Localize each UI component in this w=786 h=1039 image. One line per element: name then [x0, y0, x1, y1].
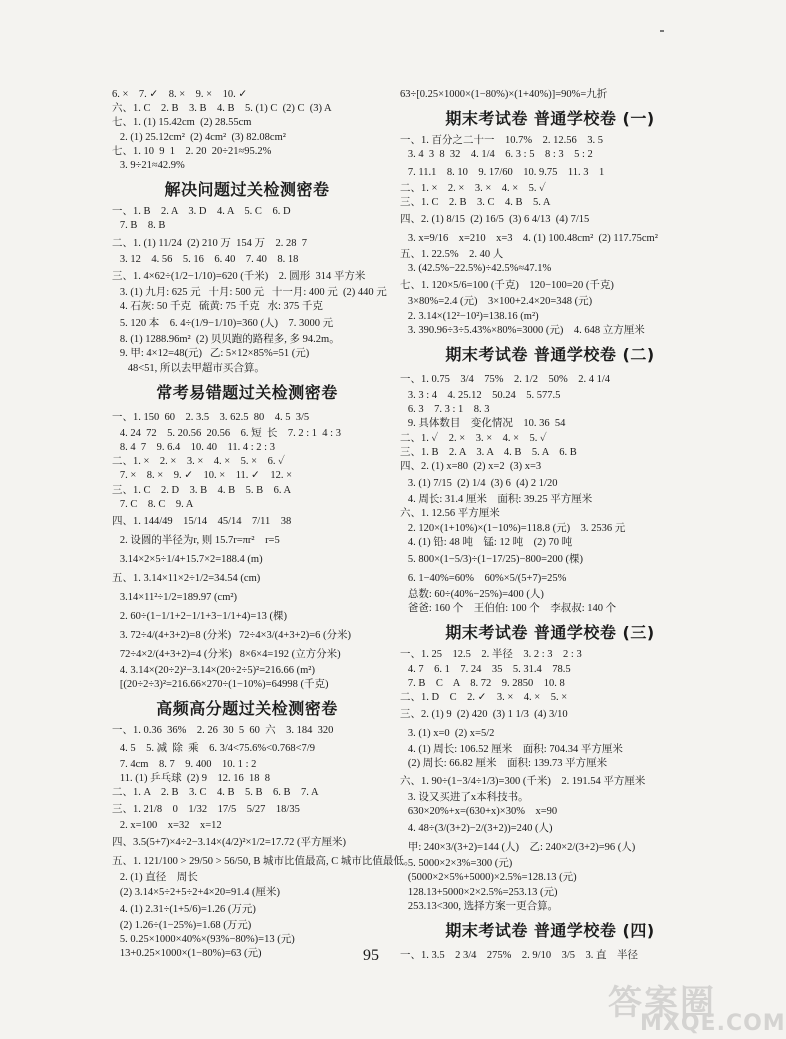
answer-line: 253.13<300, 选择方案一更合算。	[400, 900, 559, 912]
answer-line: (2) 3.14×5÷2+5÷2+4×20=91.4 (厘米)	[112, 886, 280, 898]
watermark-logo	[600, 975, 786, 1039]
answer-line: 4. 24 72 5. 20.56 20.56 6. 短 长 7. 2 : 1 4 : 3	[112, 427, 341, 439]
answer-line: 三、1. 4×62÷(1/2−1/10)=620 (千米) 2. 圆形 314 平方米	[112, 270, 366, 282]
answer-line: 一、1. B 2. A 3. D 4. A 5. C 6. D	[112, 206, 291, 218]
right-column	[400, 88, 700, 965]
answer-line: 一、1. 0.36 36% 2. 26 30 5 60 六 3. 184 320	[112, 725, 334, 737]
answer-line: 7. 4cm 8. 7 9. 400 10. 1 : 2	[112, 758, 257, 770]
answer-line: 2. 60÷(1−1/1+2−1/1+3−1/1+4)=13 (棵)	[112, 611, 287, 623]
answer-line: 2. 设圆的半径为r, 则 15.7r=πr² r=5	[112, 535, 280, 547]
answer-line: 一、1. 0.75 3/4 75% 2. 1/2 50% 2. 4 1/4	[400, 374, 610, 386]
answer-line: 四、2. (1) x=80 (2) x=2 (3) x=3	[400, 461, 542, 473]
answer-line: 一、1. 25 12.5 2. 半径 3. 2 : 3 2 : 3	[400, 649, 582, 661]
answer-line: 4. (1) 2.31÷(1+5/6)=1.26 (万元)	[112, 903, 256, 915]
answer-line: 13+0.25×1000×(1−80%)=63 (元)	[112, 948, 262, 960]
answer-line: 七、1. (1) 15.42cm (2) 28.55cm	[112, 117, 252, 129]
answer-line: 五、1. 22.5% 2. 40 人	[400, 249, 504, 261]
answer-line: 630×20%+x=(630+x)×30% x=90	[400, 805, 558, 817]
answer-line: 3. 72÷4/(4+3+2)=8 (分米) 72÷4×3/(4+3+2)=6 (分米)	[112, 630, 352, 642]
section-heading: 期末考试卷 普通学校卷 (四)	[445, 920, 655, 940]
answer-line: 6. 1−40%=60% 60%×5/(5+7)=25%	[400, 573, 567, 585]
answer-line: 一、1. 百分之二十一 10.7% 2. 12.56 3. 5	[400, 135, 603, 147]
answer-line: 8. (1) 1288.96m² (2) 贝贝跑的路程多, 多 94.2m。	[112, 334, 340, 346]
answer-line: 二、1. (1) 11/24 (2) 210 万 154 万 2. 28 7	[112, 237, 308, 249]
answer-line: 7. C 8. C 9. A	[112, 498, 194, 510]
answer-line: 3. 设又买进了x本科技书。	[400, 791, 529, 803]
answer-line: 二、1. × 2. × 3. × 4. × 5. ✓	[400, 182, 546, 194]
answer-line: 7. B C A 8. 72 9. 2850 10. 8	[400, 677, 565, 689]
answer-line: 7. B 8. B	[112, 220, 166, 232]
answer-line: 3×80%=2.4 (元) 3×100+2.4×20=348 (元)	[400, 296, 593, 308]
answer-line: 3. (1) 九月: 625 元 十月: 500 元 十一月: 400 元 (2) 440 元	[112, 286, 387, 298]
section-heading: 解决问题过关检测密卷	[164, 180, 330, 200]
answer-line: 11. (1) 乒乓球 (2) 9 12. 16 18 8	[112, 772, 270, 784]
answer-line: 五、1. 121/100 > 29/50 > 56/50, B 城市比值最高, C 城市比值最低。	[112, 856, 415, 868]
answer-line: 3.14×11²÷1/2=189.97 (cm²)	[112, 592, 238, 604]
answer-line: 三、1. 21/8 0 1/32 17/5 5/27 18/35	[112, 804, 300, 816]
answer-line: 四、2. (1) 8/15 (2) 16/5 (3) 6 4/13 (4) 7/15	[400, 214, 590, 226]
answer-line: 4. (1) 周长: 106.52 厘米 面积: 704.34 平方厘米	[400, 744, 623, 756]
answer-line: 9. 具体数目 变化情况 10. 36 54	[400, 418, 566, 430]
answer-line: 4. 7 6. 1 7. 24 35 5. 31.4 78.5	[400, 663, 571, 675]
answer-line: 63÷[0.25×1000×(1−80%)×(1+40%)]=90%=九折	[400, 89, 608, 100]
answer-line: 三、1. C 2. D 3. B 4. B 5. B 6. A	[112, 484, 292, 496]
answer-line: 128.13+5000×2×2.5%=253.13 (元)	[400, 886, 558, 898]
watermark-bottom-text: MXQE.COM	[640, 1011, 786, 1036]
answer-line: 4. 石灰: 50 千克 硫黄: 75 千克 水: 375 千克	[112, 301, 323, 313]
page-number: 95	[363, 947, 379, 964]
answer-line: 甲: 240×3/(3+2)=144 (人) 乙: 240×2/(3+2)=96 (人)	[400, 842, 636, 854]
answer-line: (5000×2×5%+5000)×2.5%=128.13 (元)	[400, 872, 577, 884]
answer-line: 7. 11.1 8. 10 9. 17/60 10. 9.75 11. 3 1	[400, 166, 605, 178]
answer-line: 4. (1) 铅: 48 吨 锰: 12 吨 (2) 70 吨	[400, 536, 573, 548]
answer-line: 4. 周长: 31.4 厘米 面积: 39.25 平方厘米	[400, 494, 593, 506]
answer-line: 3. 12 4. 56 5. 16 6. 40 7. 40 8. 18	[112, 253, 299, 265]
answer-line: [(20÷2÷3)²=216.66×270÷(1−10%)=64998 (千克)	[112, 679, 329, 691]
answer-line: 3. (42.5%−22.5%)÷42.5%≈47.1%	[400, 263, 552, 275]
answer-line: 2. x=100 x=32 x=12	[112, 820, 222, 832]
answer-line: 3. 9÷21≈42.9%	[112, 160, 185, 172]
answer-line: 爸爸: 160 个 王伯伯: 100 个 李叔叔: 140 个	[400, 603, 617, 615]
answer-line: 3. (1) 7/15 (2) 1/4 (3) 6 (4) 2 1/20	[400, 478, 558, 490]
answer-line: 七、1. 120×5/6=100 (千克) 120−100=20 (千克)	[400, 280, 614, 292]
answer-line: 三、2. (1) 9 (2) 420 (3) 1 1/3 (4) 3/10	[400, 709, 568, 721]
watermark-top-text: 答案圈	[608, 983, 716, 1023]
answer-line: 4. 3.14×(20÷2)²−3.14×(20÷2÷5)²=216.66 (m²)	[112, 665, 315, 677]
answer-line: 5. 800×(1−5/3)÷(1−17/25)−800=200 (棵)	[400, 554, 583, 566]
answer-line: 七、1. 10 9 1 2. 20 20÷21≈95.2%	[112, 145, 272, 157]
answer-line: 六、1. 90÷(1−3/4÷1/3)=300 (千米) 2. 191.54 平方厘米	[400, 775, 646, 787]
answer-line: 2. 120×(1+10%)×(1−10%)=118.8 (元) 3. 2536 元	[400, 522, 626, 534]
answer-line: 5. 120 本 6. 4÷(1/9−1/10)=360 (人) 7. 3000 元	[112, 318, 334, 330]
section-heading: 期末考试卷 普通学校卷 (三)	[445, 623, 655, 643]
answer-line: (2) 1.26÷(1−25%)=1.68 (万元)	[112, 919, 252, 931]
answer-line: (2) 周长: 66.82 厘米 面积: 139.73 平方厘米	[400, 758, 608, 770]
section-heading: 期末考试卷 普通学校卷 (一)	[445, 109, 655, 129]
section-heading: 高频高分题过关检测密卷	[156, 699, 338, 719]
answer-line: 7. × 8. × 9. ✓ 10. × 11. ✓ 12. ×	[112, 470, 293, 482]
answer-line: 6. × 7. ✓ 8. × 9. × 10. ✓	[112, 89, 248, 100]
answer-line: 9. 甲: 4×12=48(元) 乙: 5×12×85%=51 (元)	[112, 348, 310, 360]
answer-line: 总数: 60÷(40%−25%)=400 (人)	[400, 589, 544, 601]
answer-line: 4. 5 5. 减 除 乘 6. 3/4<75.6%<0.768<7/9	[112, 742, 315, 754]
answer-line: 二、1. × 2. × 3. × 4. × 5. × 6. ✓	[112, 456, 285, 468]
answer-line: 六、1. C 2. B 3. B 4. B 5. (1) C (2) C (3) A	[112, 103, 332, 115]
answer-line: 三、1. C 2. B 3. C 4. B 5. A	[400, 196, 551, 208]
answer-line: 3.14×2×5÷1/4+15.7×2=188.4 (m)	[112, 554, 263, 566]
answer-line: 六、1. 12.56 平方厘米	[400, 508, 500, 520]
answer-line: 4. 48÷(3/(3+2)−2/(3+2))=240 (人)	[400, 823, 553, 835]
left-column	[112, 88, 415, 962]
answer-line: 二、1. ✓ 2. × 3. × 4. × 5. ✓	[400, 432, 547, 444]
answer-line: 2. 3.14×(12²−10²)=138.16 (m²)	[400, 310, 539, 322]
answer-line: 3. 390.96÷3÷5.43%×80%=3000 (元) 4. 648 立方厘米	[400, 324, 645, 336]
answer-line: 一、1. 3.5 2 3/4 275% 2. 9/10 3/5 3. 直 半径	[400, 949, 638, 961]
answer-line: 5. 5000×2×3%=300 (元)	[400, 858, 513, 870]
answer-line: 三、1. B 2. A 3. A 4. B 5. A 6. B	[400, 446, 577, 458]
answer-line: 3. x=9/16 x=210 x=3 4. (1) 100.48cm² (2) 117.75cm²	[400, 233, 658, 245]
answer-line: 五、1. 3.14×11×2÷1/2=34.54 (cm)	[112, 573, 261, 585]
answer-line: 3. 4 3 8 32 4. 1/4 6. 3 : 5 8 : 3 5 : 2	[400, 149, 593, 161]
answer-line: 二、1. D C 2. ✓ 3. × 4. × 5. ×	[400, 692, 568, 704]
section-heading: 常考易错题过关检测密卷	[156, 382, 338, 402]
answer-line: 四、1. 144/49 15/14 45/14 7/11 38	[112, 516, 292, 528]
answer-line: 72÷4×2/(4+3+2)=4 (分米) 8×6×4=192 (立方分米)	[112, 649, 341, 661]
answer-line: 3. (1) x=0 (2) x=5/2	[400, 728, 495, 740]
answer-line: 48<51, 所以去甲超市买合算。	[112, 362, 265, 374]
answer-line: 8. 4 7 9. 6.4 10. 40 11. 4 : 2 : 3	[112, 442, 275, 454]
answer-line: 二、1. A 2. B 3. C 4. B 5. B 6. B 7. A	[112, 787, 319, 799]
answer-line: 四、3.5(5+7)×4÷2−3.14×(4/2)²×1/2=17.72 (平方厘米)	[112, 837, 347, 849]
answer-line: 2. (1) 25.12cm² (2) 4cm² (3) 82.08cm²	[112, 131, 286, 143]
section-heading: 期末考试卷 普通学校卷 (二)	[445, 345, 655, 365]
answer-line: 2. (1) 直径 周长	[112, 872, 198, 884]
answer-line: 3. 3 : 4 4. 25.12 50.24 5. 577.5	[400, 390, 561, 402]
answer-line: 5. 0.25×1000×40%×(93%−80%)=13 (元)	[112, 934, 295, 946]
answer-line: 一、1. 150 60 2. 3.5 3. 62.5 80 4. 5 3/5	[112, 411, 310, 423]
scan-mark	[660, 30, 664, 32]
answer-line: 6. 3 7. 3 : 1 8. 3	[400, 404, 490, 416]
